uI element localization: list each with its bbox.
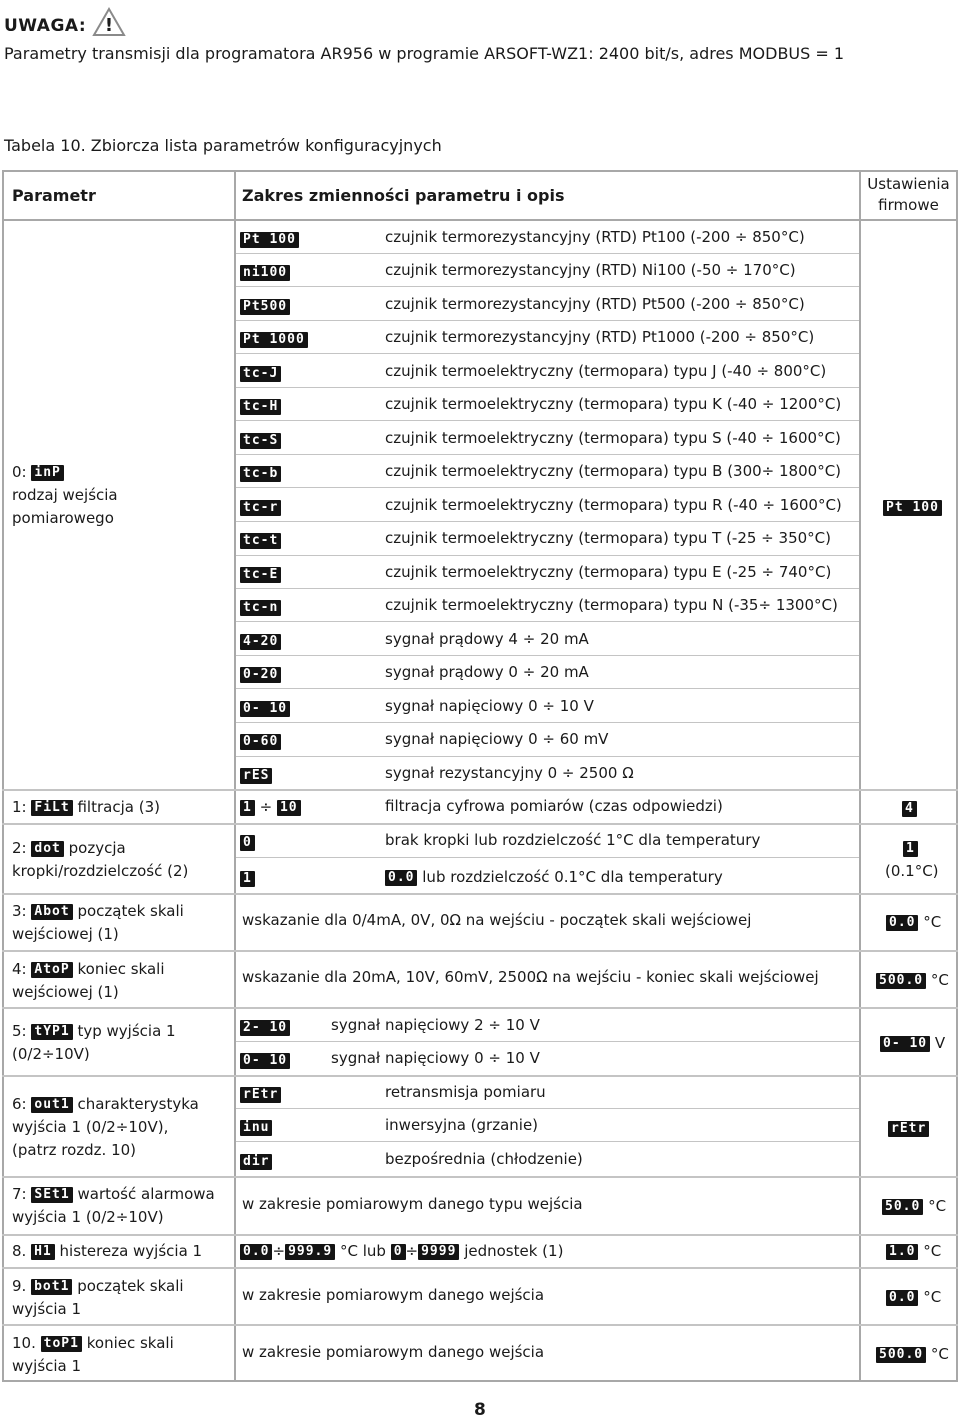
default-bot1: 0.0 °C: [886, 1288, 941, 1306]
filt-range: 1 ÷ 10: [240, 798, 301, 816]
lcd-abot: Abot: [31, 904, 72, 920]
lcd-top1: toP1: [41, 1336, 82, 1352]
option-code: tc-H: [240, 399, 281, 415]
default-filt: 4: [902, 801, 917, 817]
default-hi1: 1.0 °C: [886, 1242, 941, 1260]
lcd-out1: out1: [31, 1097, 72, 1113]
option-code: dir: [240, 1154, 272, 1170]
param-typ1: 5: tYP1 typ wyjścia 1: [12, 1022, 176, 1040]
option-code: tc-t: [240, 533, 281, 549]
param-inp: 0: inP: [12, 463, 64, 481]
param-bot1-label2: wyjścia 1: [12, 1300, 82, 1318]
option-desc: czujnik termoelektryczny (termopara) typu J (-40 ÷ 800°C): [385, 362, 827, 380]
warning-title: UWAGA:: [4, 16, 87, 36]
param-top1-label2: wyjścia 1: [12, 1357, 82, 1375]
default-atop: 500.0 °C: [876, 971, 949, 989]
header-default-line2: firmowe: [878, 196, 939, 214]
option-code: 1: [240, 871, 255, 887]
option-code: inu: [240, 1120, 272, 1136]
option-desc: czujnik termorezystancyjny (RTD) Ni100 (-50 ÷ 170°C): [385, 261, 796, 279]
option-desc: retransmisja pomiaru: [385, 1083, 546, 1101]
bot1-desc: w zakresie pomiarowym danego wejścia: [242, 1286, 545, 1304]
option-code: tc-b: [240, 466, 281, 482]
option-code: rEtr: [240, 1087, 281, 1103]
svg-text:!: !: [104, 15, 114, 36]
option-desc: czujnik termoelektryczny (termopara) typu K (-40 ÷ 1200°C): [385, 395, 842, 413]
option-desc: sygnał napięciowy 0 ÷ 60 mV: [385, 730, 609, 748]
option-code: Pt500: [240, 299, 290, 315]
header-default: [861, 174, 956, 216]
param-typ1-label2: (0/2÷10V): [12, 1045, 90, 1063]
option-code: tc-r: [240, 500, 281, 516]
warning-text: Parametry transmisji dla programatora AR956 w programie ARSOFT-WZ1: 2400 bit/s, adres MODBUS = 1: [4, 44, 845, 63]
default-top1: 500.0 °C: [876, 1345, 949, 1363]
option-desc: czujnik termoelektryczny (termopara) typu E (-25 ÷ 740°C): [385, 563, 832, 581]
param-dot: 2: dot pozycja: [12, 839, 126, 857]
param-inp-label2: pomiarowego: [12, 509, 114, 527]
header-default-line1: Ustawienia: [867, 175, 950, 193]
option-code: rES: [240, 768, 272, 784]
option-code: tc-E: [240, 567, 281, 583]
option-desc: czujnik termorezystancyjny (RTD) Pt100 (-200 ÷ 850°C): [385, 228, 805, 246]
param-hi1: 8. H1 histereza wyjścia 1: [12, 1242, 203, 1260]
param-inp-label1: rodzaj wejścia: [12, 486, 118, 504]
param-abot: 3: Abot początek skali: [12, 902, 184, 920]
lcd-typ1: tYP1: [31, 1024, 72, 1040]
lcd-filt: FiLt: [31, 800, 72, 816]
param-atop: 4: AtoP koniec skali: [12, 960, 165, 978]
set1-desc: w zakresie pomiarowym danego typu wejścia: [242, 1195, 583, 1213]
option-desc: czujnik termoelektryczny (termopara) typu T (-25 ÷ 350°C): [385, 529, 831, 547]
header-range: Zakres zmienności parametru i opis: [242, 186, 565, 205]
option-code: tc-S: [240, 433, 281, 449]
lcd-hi1: H1: [31, 1244, 55, 1260]
option-desc: sygnał prądowy 0 ÷ 20 mA: [385, 663, 589, 681]
param-bot1: 9. bot1 początek skali: [12, 1277, 184, 1295]
option-code: tc-J: [240, 366, 281, 382]
default-inp: Pt 100: [883, 500, 942, 516]
option-code: Pt 100: [240, 232, 299, 248]
top1-desc: w zakresie pomiarowym danego wejścia: [242, 1343, 545, 1361]
warning-triangle-icon: [92, 7, 126, 37]
param-set1: 7: SEt1 wartość alarmowa: [12, 1185, 215, 1203]
lcd-inp: inP: [31, 465, 63, 481]
option-desc: sygnał rezystancyjny 0 ÷ 2500 Ω: [385, 764, 634, 782]
param-dot-label2: kropki/rozdzielczość (2): [12, 862, 189, 880]
option-desc: czujnik termoelektryczny (termopara) typu R (-40 ÷ 1600°C): [385, 496, 842, 514]
option-code: 0- 10: [240, 701, 290, 717]
default-typ1: 0- 10 V: [880, 1034, 945, 1052]
default-out1: rEtr: [888, 1121, 929, 1137]
param-filt: 1: FiLt filtracja (3): [12, 798, 160, 816]
page-number: 8: [474, 1400, 486, 1420]
param-out1-label3: (patrz rozdz. 10): [12, 1141, 137, 1159]
param-top1: 10. toP1 koniec skali: [12, 1334, 174, 1352]
option-code: 0: [240, 835, 255, 851]
abot-desc: wskazanie dla 0/4mA, 0V, 0Ω na wejściu - początek skali wejściowej: [242, 911, 752, 929]
option-code: 0- 10: [240, 1053, 290, 1069]
option-desc: brak kropki lub rozdzielczość 1°C dla temperatury: [385, 831, 761, 849]
lcd-atop: AtoP: [31, 962, 72, 978]
option-desc: bezpośrednia (chłodzenie): [385, 1150, 583, 1168]
option-code: tc-n: [240, 600, 281, 616]
option-code: 4-20: [240, 634, 281, 650]
filt-desc: filtracja cyfrowa pomiarów (czas odpowiedzi): [385, 797, 723, 815]
param-atop-label2: wejściowej (1): [12, 983, 119, 1001]
option-desc-dot1: 0.0 lub rozdzielczość 0.1°C dla temperatury: [385, 868, 723, 886]
option-desc: sygnał prądowy 4 ÷ 20 mA: [385, 630, 589, 648]
atop-desc: wskazanie dla 20mA, 10V, 60mV, 2500Ω na wejściu - koniec skali wejściowej: [242, 968, 819, 986]
param-set1-label2: wyjścia 1 (0/2÷10V): [12, 1208, 164, 1226]
param-out1: 6: out1 charakterystyka: [12, 1095, 199, 1113]
default-dot-note: (0.1°C): [885, 862, 939, 880]
header-parameter: Parametr: [12, 186, 96, 205]
param-abot-label2: wejściowej (1): [12, 925, 119, 943]
option-code: 0-60: [240, 734, 281, 750]
option-desc: czujnik termorezystancyjny (RTD) Pt500 (-200 ÷ 850°C): [385, 295, 805, 313]
option-desc: sygnał napięciowy 2 ÷ 10 V: [331, 1016, 540, 1034]
param-out1-label2: wyjścia 1 (0/2÷10V),: [12, 1118, 169, 1136]
table-caption: Tabela 10. Zbiorcza lista parametrów konfiguracyjnych: [4, 136, 442, 155]
lcd-bot1: bot1: [31, 1279, 72, 1295]
option-desc: czujnik termoelektryczny (termopara) typu S (-40 ÷ 1600°C): [385, 429, 841, 447]
default-abot: 0.0 °C: [886, 913, 941, 931]
lcd-set1: SEt1: [31, 1187, 72, 1203]
option-desc: sygnał napięciowy 0 ÷ 10 V: [331, 1049, 540, 1067]
option-code: 2- 10: [240, 1020, 290, 1036]
default-set1: 50.0 °C: [882, 1197, 946, 1215]
lcd-dot: dot: [31, 841, 63, 857]
option-desc: sygnał napięciowy 0 ÷ 10 V: [385, 697, 594, 715]
option-code: Pt 1000: [240, 332, 308, 348]
option-desc: inwersyjna (grzanie): [385, 1116, 539, 1134]
option-code: ni100: [240, 265, 290, 281]
hi1-range: 0.0 ÷ 999.9 °C lub 0 ÷ 9999 jednostek (1): [240, 1242, 563, 1260]
default-dot: 1: [903, 841, 918, 857]
option-desc: czujnik termorezystancyjny (RTD) Pt1000 (-200 ÷ 850°C): [385, 328, 815, 346]
option-desc: czujnik termoelektryczny (termopara) typu N (-35÷ 1300°C): [385, 596, 838, 614]
option-desc: czujnik termoelektryczny (termopara) typu B (300÷ 1800°C): [385, 462, 842, 480]
option-code: 0-20: [240, 667, 281, 683]
